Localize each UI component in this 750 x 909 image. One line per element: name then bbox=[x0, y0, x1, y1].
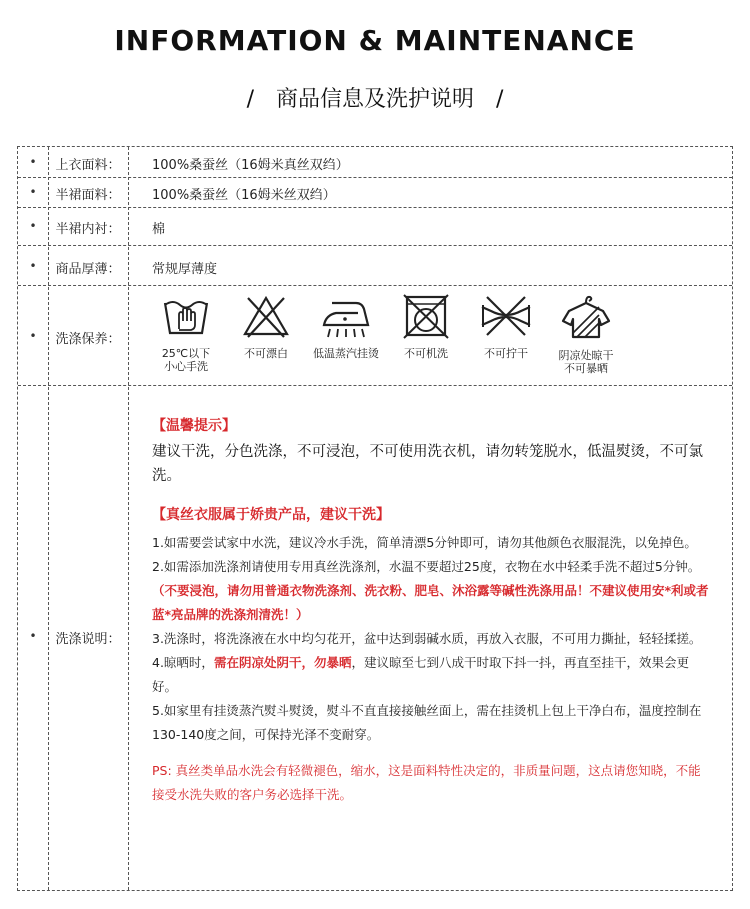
care-item-no-bleach bbox=[226, 285, 306, 360]
care-caption: 25℃以下 bbox=[161, 347, 211, 360]
care-icons bbox=[130, 285, 734, 387]
info-table bbox=[17, 146, 733, 891]
care-caption: 不可漂白 bbox=[244, 347, 288, 360]
subtitle-slash-left: / bbox=[246, 87, 254, 112]
row-label-skirt-fabric: 半裙面料： bbox=[55, 188, 121, 203]
page-title: INFORMATION & MAINTENANCE bbox=[114, 24, 636, 57]
shade-dry-icon bbox=[559, 293, 613, 341]
instruction-2-text: 2.如需添加洗涤剂请使用专用真丝洗涤剂，水温不要超过25度，衣物在水中轻柔手洗不超过5分钟。 bbox=[152, 559, 701, 574]
care-item-no-wring bbox=[466, 285, 546, 360]
care-caption: 小心手洗 bbox=[164, 360, 208, 373]
row-label-skirt-lining: 半裙内衬： bbox=[55, 222, 121, 237]
row-label-thickness: 商品厚薄： bbox=[55, 262, 121, 277]
silk-heading: 【真丝衣服属于娇贵产品，建议干洗】 bbox=[152, 507, 390, 523]
care-caption: 不可机洗 bbox=[404, 347, 448, 360]
instruction-2 bbox=[152, 555, 712, 627]
row-bullet: • bbox=[29, 629, 37, 643]
no-wring-icon bbox=[479, 293, 533, 339]
row-divider bbox=[18, 207, 732, 208]
care-item-no-machine-wash bbox=[386, 285, 466, 360]
instruction-4-text: 4.晾晒时， bbox=[152, 655, 214, 670]
instruction-4-warning: 需在阴凉处阴干，勿暴晒 bbox=[213, 655, 352, 670]
subtitle-text: 商品信息及洗护说明 bbox=[275, 87, 474, 112]
row-bullet: • bbox=[29, 219, 37, 233]
page-subtitle bbox=[0, 82, 750, 113]
row-value-top-fabric: 100%桑蚕丝（16姆米真丝双绉） bbox=[152, 158, 349, 173]
instruction-1: 1.如需要尝试家中水洗，建议冷水手洗，简单清漂5分钟即可，请勿其他颜色衣服混洗，以免掉色。 bbox=[152, 535, 697, 550]
care-caption: 不可拧干 bbox=[484, 347, 528, 360]
row-bullet: • bbox=[29, 185, 37, 199]
tip-heading: 【温馨提示】 bbox=[152, 418, 236, 434]
instruction-4 bbox=[152, 651, 712, 699]
care-caption: 不可暴晒 bbox=[564, 362, 608, 375]
subtitle-slash-right: / bbox=[496, 87, 504, 112]
instruction-5: 5.如家里有挂烫蒸汽熨斗熨烫，熨斗不直直接接触丝面上，需在挂烫机上包上干净白布，温度控制在130-140度之间，可保持光泽不变耐穿。 bbox=[152, 703, 702, 742]
care-item-low-steam-iron bbox=[306, 285, 386, 360]
row-label-instructions: 洗涤说明： bbox=[55, 632, 121, 647]
row-value-thickness: 常规厚薄度 bbox=[152, 262, 218, 277]
instruction-3: 3.洗涤时，将洗涤液在水中均匀花开，盆中达到弱碱水质，再放入衣服，不可用力撕扯，轻轻揉搓。 bbox=[152, 631, 702, 646]
tip-text: 建议干洗，分色洗涤，不可浸泡，不可使用洗衣机，请勿转笼脱水，低温熨烫，不可氯洗。 bbox=[152, 444, 703, 484]
instruction-2-warning: （不要浸泡，请勿用普通衣物洗涤剂、洗衣粉、肥皂、沐浴露等碱性洗涤用品！不建议使用安*利或者蓝*亮品牌的洗涤剂清洗！） bbox=[152, 583, 709, 622]
row-divider bbox=[18, 177, 732, 178]
low-steam-iron-icon bbox=[318, 293, 374, 339]
ps-note: PS: 真丝类单品水洗会有轻微褪色，缩水，这是面料特性决定的，非质量问题，这点请您知晓，不能接受水洗失败的客户务必选择干洗。 bbox=[152, 763, 701, 802]
care-caption: 低温蒸汽挂烫 bbox=[313, 347, 379, 360]
no-machine-wash-icon bbox=[401, 293, 451, 339]
hand-wash-icon bbox=[161, 293, 211, 339]
row-value-skirt-fabric: 100%桑蚕丝（16姆米丝双绉） bbox=[152, 188, 336, 203]
row-bullet: • bbox=[29, 155, 37, 169]
wash-instructions bbox=[152, 415, 712, 807]
care-item-shade-dry bbox=[546, 285, 626, 375]
instruction-4-text-end: ，建议晾至七到八成干时取下抖一抖，再直至挂干，效果会更好。 bbox=[152, 655, 689, 694]
row-bullet: • bbox=[29, 329, 37, 343]
row-label-care: 洗涤保养： bbox=[55, 332, 121, 347]
row-label-top-fabric: 上衣面料： bbox=[55, 158, 121, 173]
care-caption: 阴凉处晾干 bbox=[558, 349, 614, 362]
column-divider bbox=[128, 147, 129, 890]
row-divider bbox=[18, 245, 732, 246]
no-bleach-icon bbox=[241, 293, 291, 339]
row-value-skirt-lining: 棉 bbox=[152, 222, 166, 237]
care-item-hand-wash bbox=[146, 285, 226, 373]
row-bullet: • bbox=[29, 259, 37, 273]
